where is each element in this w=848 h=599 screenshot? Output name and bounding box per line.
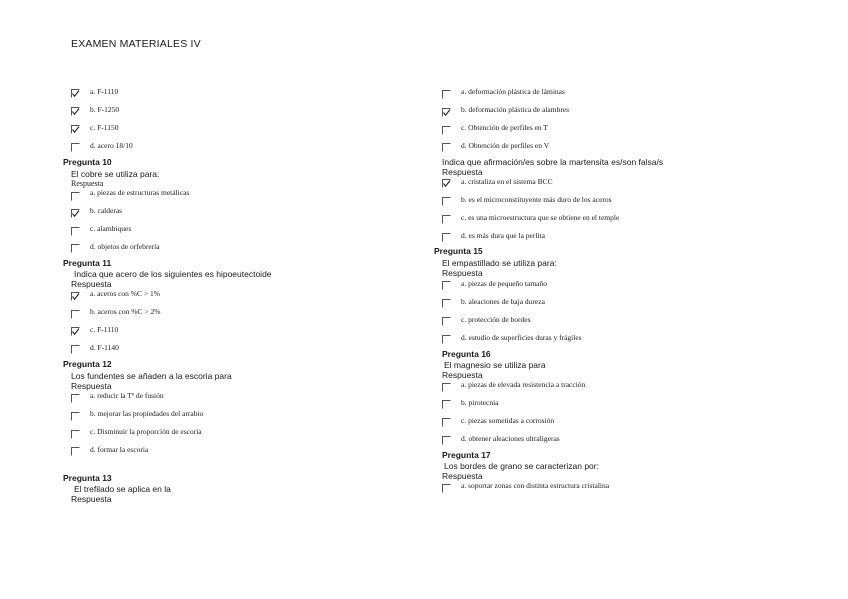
question-stem: El empastillado se utiliza para: bbox=[442, 258, 557, 268]
option-label: a. reducir la Tª de fusión bbox=[90, 391, 164, 400]
option-label: b. aceros con %C > 2% bbox=[90, 307, 161, 316]
page-title: EXAMEN MATERIALES IV bbox=[71, 38, 201, 50]
checkbox[interactable] bbox=[71, 327, 79, 335]
option-label: a. soportar zonas con distinta estructura cristalina bbox=[461, 481, 610, 490]
checkbox[interactable] bbox=[442, 197, 450, 205]
checkbox[interactable] bbox=[442, 317, 450, 325]
checkbox[interactable] bbox=[442, 335, 450, 343]
checkbox[interactable] bbox=[71, 89, 79, 97]
option-label: d. acero 18/10 bbox=[90, 141, 133, 150]
checkbox[interactable] bbox=[71, 107, 79, 115]
option-label: c. piezas sometidas a corrosión bbox=[461, 416, 555, 425]
response-label: Respuesta bbox=[71, 179, 104, 188]
checkbox[interactable] bbox=[442, 418, 450, 426]
option-label: b. es el microconstituyente más duro de los aceros bbox=[461, 195, 612, 204]
checkbox[interactable] bbox=[442, 215, 450, 223]
checkbox[interactable] bbox=[442, 233, 450, 241]
checkbox[interactable] bbox=[71, 345, 79, 353]
checkbox[interactable] bbox=[71, 143, 79, 151]
option-label: c. F-1110 bbox=[90, 325, 119, 334]
option-label: a. piezas de pequeño tamaño bbox=[461, 279, 548, 288]
response-label: Respuesta bbox=[442, 370, 483, 380]
option-label: d. obtener aleaciones ultraligeras bbox=[461, 434, 560, 443]
question-stem: El cobre se utiliza para: bbox=[71, 169, 160, 179]
option-label: c. F-1150 bbox=[90, 123, 119, 132]
checkbox[interactable] bbox=[442, 299, 450, 307]
option-label: c. alambiques bbox=[90, 224, 132, 233]
question-heading: Pregunta 16 bbox=[442, 349, 491, 359]
checkbox[interactable] bbox=[71, 292, 79, 300]
checkbox[interactable] bbox=[442, 436, 450, 444]
option-label: c. Obtención de perfiles en T bbox=[461, 123, 548, 132]
question-stem: Indica que afirmación/es sobre la martensita es/son falsa/s bbox=[442, 157, 664, 167]
checkbox[interactable] bbox=[442, 108, 450, 116]
checkbox[interactable] bbox=[71, 209, 79, 217]
question-stem: Indica que acero de los siguientes es hipoeutectoide bbox=[74, 269, 272, 279]
option-label: d. Obtención de perfiles en V bbox=[461, 141, 550, 150]
option-label: d. objetos de orfebrería bbox=[90, 242, 160, 251]
question-heading: Pregunta 10 bbox=[63, 157, 112, 167]
question-heading: Pregunta 13 bbox=[63, 473, 112, 483]
checkbox[interactable] bbox=[71, 412, 79, 420]
check-mark-icon bbox=[73, 329, 80, 335]
check-mark-icon bbox=[444, 110, 451, 116]
check-mark-icon bbox=[73, 294, 80, 300]
option-label: d. formar la escoria bbox=[90, 445, 149, 454]
question-stem: El trefilado se aplica en la bbox=[74, 484, 171, 494]
response-label: Respuesta bbox=[71, 381, 112, 391]
checkbox[interactable] bbox=[442, 484, 450, 492]
option-label: b. calderas bbox=[90, 206, 123, 215]
response-label: Respuesta bbox=[442, 167, 483, 177]
question-heading: Pregunta 15 bbox=[434, 246, 483, 256]
option-label: b. aleaciones de baja dureza bbox=[461, 297, 545, 306]
option-label: b. mejorar las propiedades del arrabio bbox=[90, 409, 204, 418]
checkbox[interactable] bbox=[442, 143, 450, 151]
checkbox[interactable] bbox=[442, 383, 450, 391]
option-label: a. deformación plástica de láminas bbox=[461, 87, 565, 96]
option-label: d. es más dura que la perlita bbox=[461, 231, 545, 240]
option-label: a. F-1110 bbox=[90, 87, 119, 96]
response-label: Respuesta bbox=[71, 494, 112, 504]
question-stem: El magnesio se utiliza para bbox=[444, 360, 546, 370]
check-mark-icon bbox=[73, 109, 80, 115]
question-stem: Los fundentes se añaden a la escoria para bbox=[71, 371, 232, 381]
response-label: Respuesta bbox=[71, 279, 112, 289]
checkbox[interactable] bbox=[71, 125, 79, 133]
checkbox[interactable] bbox=[71, 447, 79, 455]
response-label: Respuesta bbox=[442, 471, 483, 481]
option-label: d. F-1140 bbox=[90, 343, 119, 352]
checkbox[interactable] bbox=[442, 90, 450, 98]
option-label: a. cristaliza en el sistema BCC bbox=[461, 177, 553, 186]
checkbox[interactable] bbox=[442, 179, 450, 187]
checkbox[interactable] bbox=[71, 192, 79, 200]
checkbox[interactable] bbox=[442, 126, 450, 134]
option-label: a. piezas de elevada resistencia a tracción bbox=[461, 380, 586, 389]
checkbox[interactable] bbox=[442, 281, 450, 289]
question-stem: Los bordes de grano se caracterizan por: bbox=[444, 461, 599, 471]
option-label: b. deformación plástica de alambres bbox=[461, 105, 570, 114]
checkbox[interactable] bbox=[71, 310, 79, 318]
check-mark-icon bbox=[73, 211, 80, 217]
checkbox[interactable] bbox=[442, 400, 450, 408]
checkbox[interactable] bbox=[71, 430, 79, 438]
option-label: b. pirotecnia bbox=[461, 398, 499, 407]
option-label: c. es una microestructura que se obtiene en el temple bbox=[461, 213, 620, 222]
checkbox[interactable] bbox=[71, 244, 79, 252]
checkbox[interactable] bbox=[71, 394, 79, 402]
option-label: a. piezas de estructuras metálicas bbox=[90, 188, 190, 197]
option-label: b. F-1250 bbox=[90, 105, 120, 114]
response-label: Respuesta bbox=[442, 268, 483, 278]
option-label: c. protección de bordes bbox=[461, 315, 531, 324]
question-heading: Pregunta 17 bbox=[442, 450, 491, 460]
check-mark-icon bbox=[73, 91, 80, 97]
check-mark-icon bbox=[444, 181, 451, 187]
question-heading: Pregunta 12 bbox=[63, 359, 112, 369]
option-label: d. estudio de superficies duras y frágiles bbox=[461, 333, 582, 342]
checkbox[interactable] bbox=[71, 227, 79, 235]
check-mark-icon bbox=[73, 127, 80, 133]
question-heading: Pregunta 11 bbox=[63, 258, 112, 268]
option-label: a. aceros con %C > 1% bbox=[90, 289, 161, 298]
option-label: c. Disminuir la proporción de escoria bbox=[90, 427, 202, 436]
